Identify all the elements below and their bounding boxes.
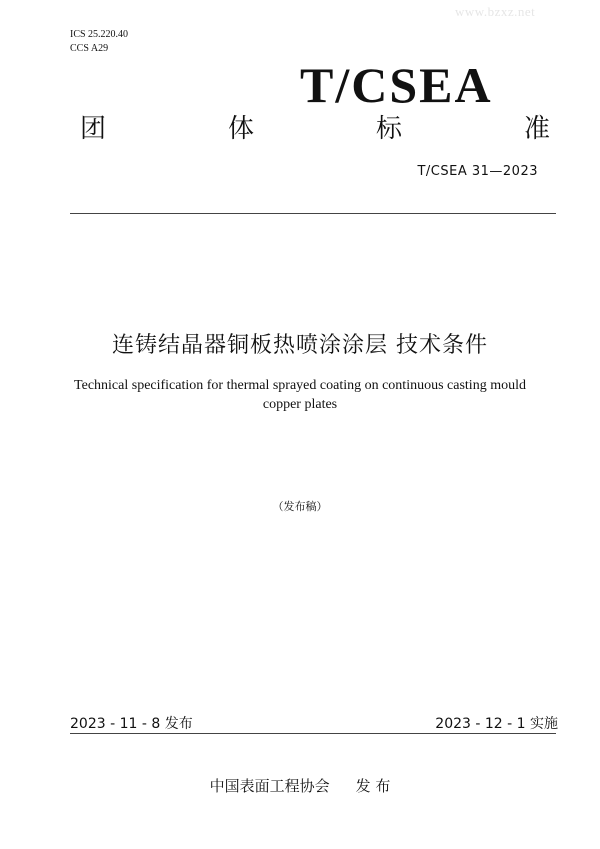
footer-divider (70, 733, 556, 734)
issue-date: 2023 - 11 - 8 发布 (70, 716, 193, 732)
title-english (60, 376, 540, 414)
ics-code: ICS 25.220.40 (70, 29, 129, 40)
title-chinese: 连铸结晶器铜板热喷涂涂层 技术条件 (112, 333, 488, 358)
watermark: www.bzxz.net (455, 4, 536, 19)
draft-status: （发布稿） (272, 500, 328, 513)
publisher-action: 发 布 (355, 777, 391, 795)
standard-type (80, 116, 550, 142)
standard-type-char: 准 (523, 114, 550, 144)
implementation-date: 2023 - 12 - 1 实施 (435, 716, 558, 732)
publisher (0, 775, 600, 796)
standard-type-char: 体 (227, 114, 254, 144)
publisher-name: 中国表面工程协会 (209, 777, 330, 795)
standard-number: T/CSEA 31—2023 (417, 164, 538, 179)
standard-type-char: 团 (80, 114, 107, 144)
standard-type-char: 标 (375, 114, 402, 144)
header-divider (70, 213, 556, 214)
ccs-code: CCS A29 (70, 43, 109, 54)
title-english-line: copper plates (262, 397, 338, 412)
standard-brand: T/CSEA (300, 57, 493, 113)
title-english-line: Technical specification for thermal sprayed coating on continuous casting mould (74, 378, 526, 393)
